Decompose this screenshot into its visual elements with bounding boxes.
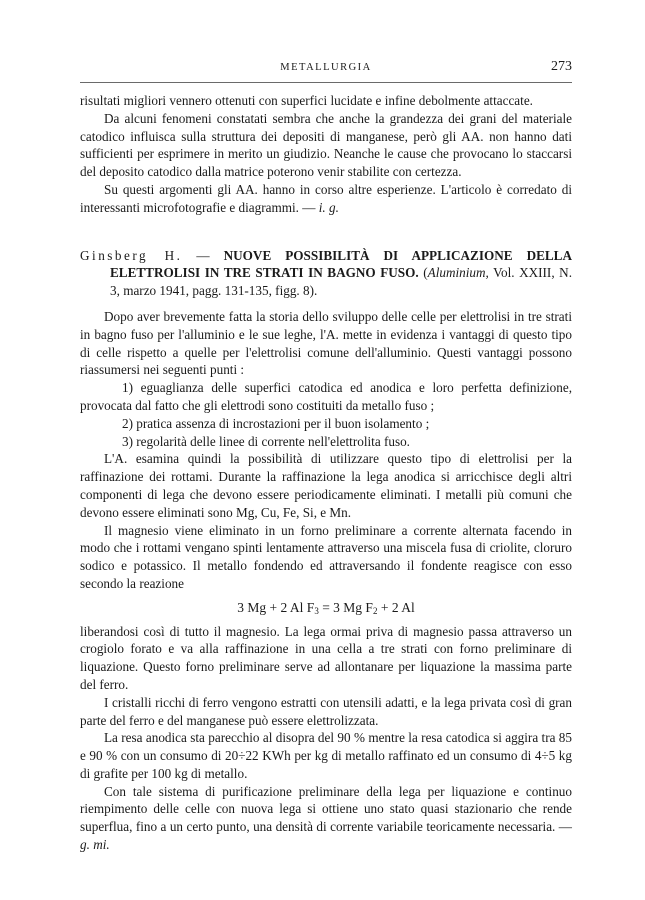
previous-article-paragraph: risultati migliori vennero ottenuti con superfici lucidate e infine debolmente attaccate. xyxy=(80,93,533,108)
formula-subscript: 2 xyxy=(372,605,378,616)
running-title: METALLURGIA xyxy=(280,62,372,73)
entry-dash: — xyxy=(182,247,224,263)
entry-title: NUOVE POSSIBILITÀ DI APPLICAZIONE DELLA ELETTROLISI IN TRE STRATI IN BAGNO FUSO. xyxy=(110,247,572,281)
article-paragraph xyxy=(80,783,572,854)
entry-citation: Vol. XXIII, N. 3, marzo 1941, pagg. 131-135, figg. 8). xyxy=(110,265,572,299)
bibliographic-entry xyxy=(80,247,572,300)
article-paragraph: liberandosi così di tutto il magnesio. La lega ormai priva di magnesio passa attraverso un crogiolo forato e va alla raffinazione in una cella a tre strati con forno preliminare di liquazione. Questo forno preliminare serve ad allontanare per liquazione la massima parte del ferro. xyxy=(80,623,572,692)
author-signature: g. mi. xyxy=(80,837,110,853)
page-number: 273 xyxy=(551,59,572,74)
header-rule xyxy=(80,82,572,83)
page-header xyxy=(80,59,572,80)
page-body xyxy=(80,92,572,854)
formula-subscript: 3 xyxy=(314,605,319,616)
article-paragraph: Dopo aver brevemente fatta la storia dello sviluppo delle celle per elettrolisi in tre strati in bagno fuso per l'alluminio e le sue leghe, l'A. mette in evidenza i vantaggi di questo tipo di celle rispetto a quelle per l'elettrolisi comune dell'alluminio. Questi vantaggi possono riassumersi nei seguenti punti : xyxy=(80,308,572,378)
paragraph-text: Su questi argomenti gli AA. hanno in corso altre esperienze. L'articolo è corredato di interessanti microfotografie e diagrammi. — xyxy=(80,181,572,215)
formula-part: + 2 Al xyxy=(377,599,415,615)
previous-article-paragraph: Da alcuni fenomeni constatati sembra che anche la grandezza dei grani del materiale catodico influisca sulla struttura dei depositi di manganese, però gli AA. non hanno dati sufficienti per esprimere in merito un giudizio. Neanche le cause che provocano lo staccarsi del deposito catodico dalla matrice poterono venir stabilite con certezza. xyxy=(80,110,572,180)
entry-author: Ginsberg H. xyxy=(80,247,183,263)
entry-journal: Aluminium, xyxy=(427,265,489,281)
author-signature: i. g. xyxy=(318,199,339,215)
formula-part: 3 Mg + 2 Al F xyxy=(237,599,315,615)
paragraph-text: Con tale sistema di purificazione preliminare della lega per liquazione e continuo riempimento delle celle con nuova lega si ottiene uno stato quasi stazionario che rende superflua, fino a un certo punto, una densità di corrente variabile teoricamente necessaria. — xyxy=(80,783,572,835)
article-paragraph: La resa anodica sta parecchio al disopra del 90 % mentre la resa catodica si aggira tra 85 e 90 % con un consumo di 20÷22 KWh per kg di metallo raffinato ed un consumo di 4÷5 kg di grafite per 100 kg di metallo. xyxy=(80,730,572,781)
reaction-formula xyxy=(80,599,572,617)
formula-part: = 3 Mg F xyxy=(318,599,373,615)
list-item: 3) regolarità delle linee di corrente nell'elettrolita fuso. xyxy=(122,433,410,449)
entry-source-open: ( xyxy=(418,265,428,281)
article-paragraph: L'A. esamina quindi la possibilità di utilizzare questo tipo di elettrolisi per la raffinazione dei rottami. Durante la raffinazione la lega anodica si arricchisce degli altri componenti di lega che devono essere periodicamente eliminati. I metalli più comuni che devono essere eliminati sono Mg, Cu, Fe, Si, e Mn. xyxy=(80,451,572,520)
article-paragraph: I cristalli ricchi di ferro vengono estratti con utensili adatti, e la lega privata così di gran parte del ferro e del manganese può essere elettrolizzata. xyxy=(80,694,572,728)
article-paragraph: Il magnesio viene eliminato in un forno preliminare a corrente alternata facendo in modo che i rottami vengano spinti lentamente attraverso una miscela fusa di criolite, cloruro sodico e potassico. Il metallo fondendo ed attraversando il fondente reagisce con esso secondo la reazione xyxy=(80,522,572,591)
previous-article-paragraph xyxy=(80,181,572,217)
list-item: 1) eguaglianza delle superfici catodica ed anodica e loro perfetta definizione, provocata dal fatto che gli elettrodi sono costituiti da metallo fuso ; xyxy=(80,380,572,413)
list-item: 2) pratica assenza di incrostazioni per il buon isolamento ; xyxy=(122,415,430,431)
